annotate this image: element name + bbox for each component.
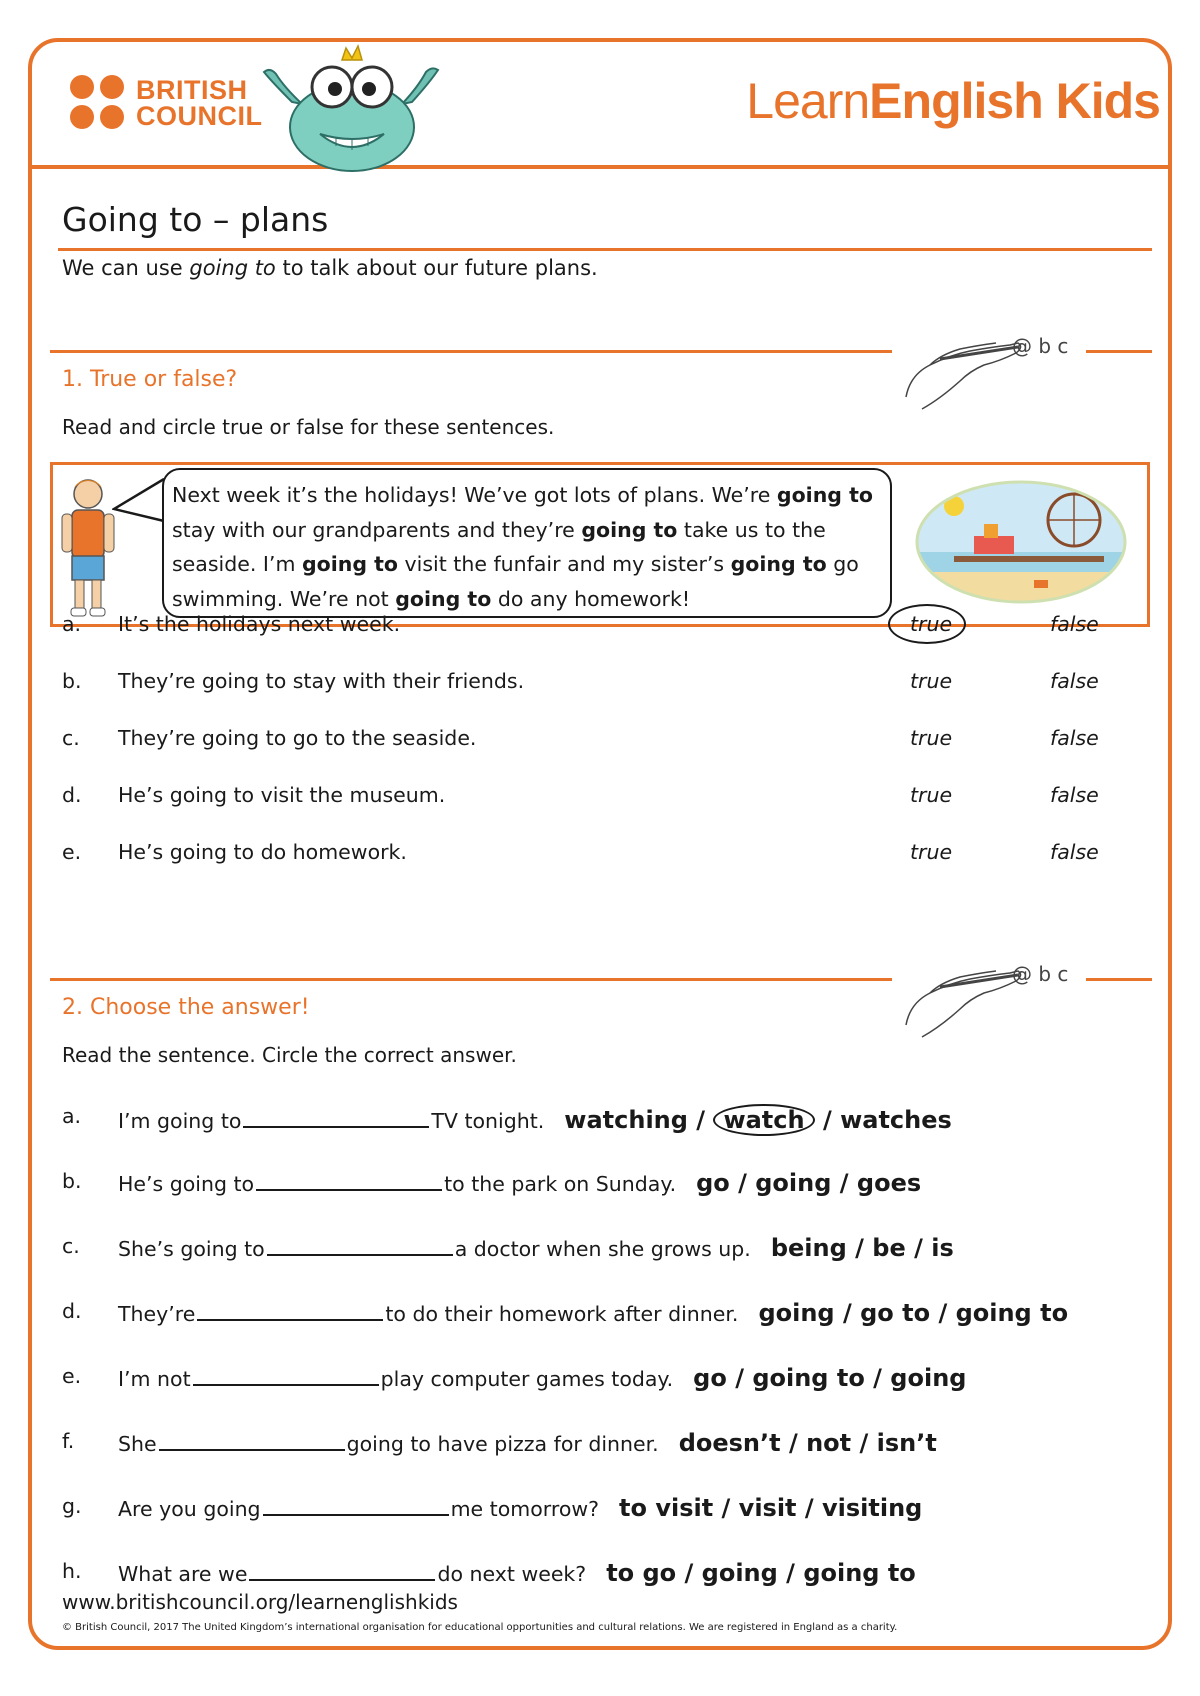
story-text-run: go swimming. We’re not	[172, 552, 859, 611]
choice-3[interactable]: going	[890, 1364, 967, 1392]
true-option[interactable]: true	[910, 612, 953, 636]
intro-italic: going to	[189, 256, 276, 280]
answer-choices: being / be / is	[770, 1234, 954, 1262]
stem-after: to the park on Sunday.	[444, 1172, 677, 1196]
stem-before: Are you going	[118, 1497, 261, 1521]
intro-text	[62, 256, 598, 280]
choice-2-circled[interactable]: watch	[713, 1104, 814, 1136]
answer-choices: going / go to / going to	[758, 1299, 1069, 1327]
choice-2[interactable]: going to	[752, 1364, 865, 1392]
story-text-run: visit the funfair and my sister’s	[398, 552, 731, 576]
tf-sentence: It’s the holidays next week.	[118, 612, 401, 636]
choose-stem	[118, 1364, 966, 1392]
choice-1[interactable]: being	[770, 1234, 847, 1262]
story-going-to: going to	[581, 517, 678, 542]
answer-blank[interactable]	[159, 1429, 345, 1451]
answer-blank[interactable]	[263, 1494, 449, 1516]
stem-before: I’m not	[118, 1367, 191, 1391]
choose-item-e	[62, 1354, 1142, 1398]
stem-before: She’s going to	[118, 1237, 265, 1261]
speech-bubble-tail	[112, 475, 168, 535]
section1-instruction: Read and circle true or false for these sentences.	[62, 415, 555, 439]
section2-heading: 2. Choose the answer!	[62, 995, 310, 1020]
tf-letter: c.	[62, 726, 80, 750]
story-text-run: stay with our grandparents and they’re	[172, 517, 582, 542]
tf-item-d	[62, 775, 1122, 815]
header-divider	[30, 165, 1170, 169]
tf-sentence: He’s going to visit the museum.	[118, 783, 446, 807]
lek-logo-english: English	[869, 73, 1043, 129]
choose-item-a	[62, 1094, 1142, 1138]
story-text-run: take us to the seaside. I’m	[172, 517, 826, 576]
false-option[interactable]: false	[1050, 783, 1099, 807]
tf-sentence: He’s going to do homework.	[118, 840, 407, 864]
title-divider	[58, 248, 1152, 251]
stem-after: a doctor when she grows up.	[454, 1237, 751, 1261]
choose-letter: d.	[62, 1299, 82, 1323]
choice-2[interactable]: not	[806, 1429, 852, 1457]
pen-abc-text: @ b c	[1012, 962, 1069, 986]
choose-item-f	[62, 1419, 1142, 1463]
intro-after: to talk about our future plans.	[275, 256, 598, 280]
stem-after: do next week?	[437, 1562, 587, 1586]
lek-logo-learn: Learn	[746, 73, 870, 129]
choose-stem	[118, 1104, 952, 1136]
british-council-wordmark	[136, 77, 263, 129]
section1-heading: 1. True or false?	[62, 367, 238, 392]
footer-url[interactable]: www.britishcouncil.org/learnenglishkids	[62, 1590, 458, 1614]
section2-divider-left	[50, 978, 892, 981]
tf-item-c	[62, 718, 1122, 758]
section1-divider-right	[1086, 350, 1152, 353]
choose-letter: g.	[62, 1494, 82, 1518]
stem-after: going to have pizza for dinner.	[346, 1432, 659, 1456]
tf-sentence: They’re going to go to the seaside.	[118, 726, 477, 750]
tf-item-b	[62, 661, 1122, 701]
false-option[interactable]: false	[1050, 726, 1099, 750]
tf-item-a	[62, 604, 1122, 644]
false-option[interactable]: false	[1050, 612, 1099, 636]
answer-choices: doesn’t / not / isn’t	[678, 1429, 937, 1457]
false-option[interactable]: false	[1050, 840, 1099, 864]
stem-after: play computer games today.	[380, 1367, 674, 1391]
choose-stem	[118, 1169, 921, 1197]
stem-after: me tomorrow?	[450, 1497, 600, 1521]
writing-hand-icon	[900, 325, 1090, 415]
story-text-run: Next week it’s the holidays! We’ve got lots of plans. We’re	[172, 483, 777, 507]
choose-letter: a.	[62, 1104, 82, 1128]
story-going-to: going to	[395, 586, 492, 611]
lek-logo-kids: Kids	[1042, 73, 1160, 129]
choose-item-b	[62, 1159, 1142, 1203]
choice-1[interactable]: go	[696, 1169, 730, 1197]
choose-item-h	[62, 1549, 1142, 1593]
monster-mascot-icon	[262, 42, 442, 172]
answer-choices: to go / going / going to	[606, 1559, 916, 1587]
answer-blank[interactable]	[197, 1299, 383, 1321]
choice-2[interactable]: visit	[738, 1494, 797, 1522]
choose-stem	[118, 1429, 937, 1457]
stem-after: TV tonight.	[431, 1109, 545, 1133]
choice-3[interactable]: is	[931, 1234, 954, 1262]
true-option[interactable]: true	[910, 726, 953, 750]
stem-before: They’re	[118, 1302, 196, 1326]
section2-divider-right	[1086, 978, 1152, 981]
tf-sentence: They’re going to stay with their friends.	[118, 669, 525, 693]
page-title: Going to – plans	[62, 200, 329, 239]
choice-3[interactable]: watches	[840, 1106, 952, 1134]
stem-before: He’s going to	[118, 1172, 255, 1196]
choice-1[interactable]: doesn’t	[678, 1429, 781, 1457]
british-council-logo	[70, 75, 263, 131]
choose-item-g	[62, 1484, 1142, 1528]
answer-choices: to visit / visit / visiting	[619, 1494, 923, 1522]
stem-before: She	[118, 1432, 157, 1456]
true-option[interactable]: true	[910, 669, 953, 693]
story-going-to: going to	[730, 552, 827, 576]
choice-2[interactable]: go to	[860, 1299, 931, 1327]
true-option[interactable]: true	[910, 840, 953, 864]
choice-1[interactable]: going	[758, 1299, 835, 1327]
choice-1[interactable]: go	[693, 1364, 727, 1392]
choose-letter: f.	[62, 1429, 75, 1453]
choose-letter: e.	[62, 1364, 82, 1388]
choose-letter: h.	[62, 1559, 82, 1583]
answer-choices: go / going / goes	[696, 1169, 922, 1197]
answer-choices: watching / watch / watches	[564, 1106, 952, 1134]
answer-blank[interactable]	[243, 1106, 429, 1128]
choose-letter: c.	[62, 1234, 80, 1258]
story-going-to: going to	[776, 483, 873, 507]
story-text-run: do any homework!	[491, 586, 691, 611]
true-option[interactable]: true	[910, 783, 953, 807]
british-council-dots-icon	[70, 75, 126, 131]
answer-blank[interactable]	[256, 1169, 442, 1191]
choice-3[interactable]: going to	[803, 1559, 916, 1587]
story-speech-bubble	[162, 468, 892, 618]
choice-2[interactable]: going	[755, 1169, 832, 1197]
intro-before: We can use	[62, 256, 190, 280]
answer-choices: go / going to / going	[693, 1364, 967, 1392]
seaside-funfair-illustration-icon	[914, 480, 1128, 605]
choice-3[interactable]: isn’t	[876, 1429, 937, 1457]
bc-logo-line2: COUNCIL	[136, 101, 263, 131]
footer-copyright: © British Council, 2017 The United Kingdom’s international organisation for educational opportunities and cultural relations. We are registered in England as a charity.	[62, 1622, 898, 1633]
choice-3[interactable]: visiting	[822, 1494, 923, 1522]
choice-1[interactable]: to visit	[619, 1494, 714, 1522]
stem-before: I’m going to	[118, 1109, 242, 1133]
stem-before: What are we	[118, 1562, 248, 1586]
answer-blank[interactable]	[193, 1364, 379, 1386]
choice-1[interactable]: watching	[564, 1106, 688, 1134]
section1-divider-left	[50, 350, 892, 353]
stem-after: to do their homework after dinner.	[385, 1302, 739, 1326]
choice-3[interactable]: goes	[856, 1169, 922, 1197]
choose-stem	[118, 1234, 954, 1262]
writing-hand-icon	[900, 953, 1090, 1043]
pen-abc-text: @ b c	[1012, 334, 1069, 358]
tf-letter: a.	[62, 612, 82, 636]
choose-stem	[118, 1299, 1068, 1327]
choose-item-d	[62, 1289, 1142, 1333]
answer-blank[interactable]	[267, 1234, 453, 1256]
choice-3[interactable]: going to	[955, 1299, 1069, 1327]
choose-stem	[118, 1494, 922, 1522]
choice-1[interactable]: to go	[606, 1559, 677, 1587]
choice-2[interactable]: going	[701, 1559, 778, 1587]
tf-letter: b.	[62, 669, 82, 693]
choose-item-c	[62, 1224, 1142, 1268]
choose-stem	[118, 1559, 916, 1587]
story-going-to: going to	[301, 552, 399, 576]
choose-letter: b.	[62, 1169, 82, 1193]
boy-illustration-icon	[58, 472, 118, 622]
tf-item-e	[62, 832, 1122, 872]
bc-logo-line1: BRITISH	[136, 75, 248, 105]
false-option[interactable]: false	[1050, 669, 1099, 693]
choice-2[interactable]: be	[872, 1234, 906, 1262]
tf-letter: e.	[62, 840, 82, 864]
learnenglish-kids-logo	[746, 72, 1160, 130]
section2-instruction: Read the sentence. Circle the correct answer.	[62, 1043, 517, 1067]
tf-letter: d.	[62, 783, 82, 807]
answer-blank[interactable]	[249, 1559, 435, 1581]
